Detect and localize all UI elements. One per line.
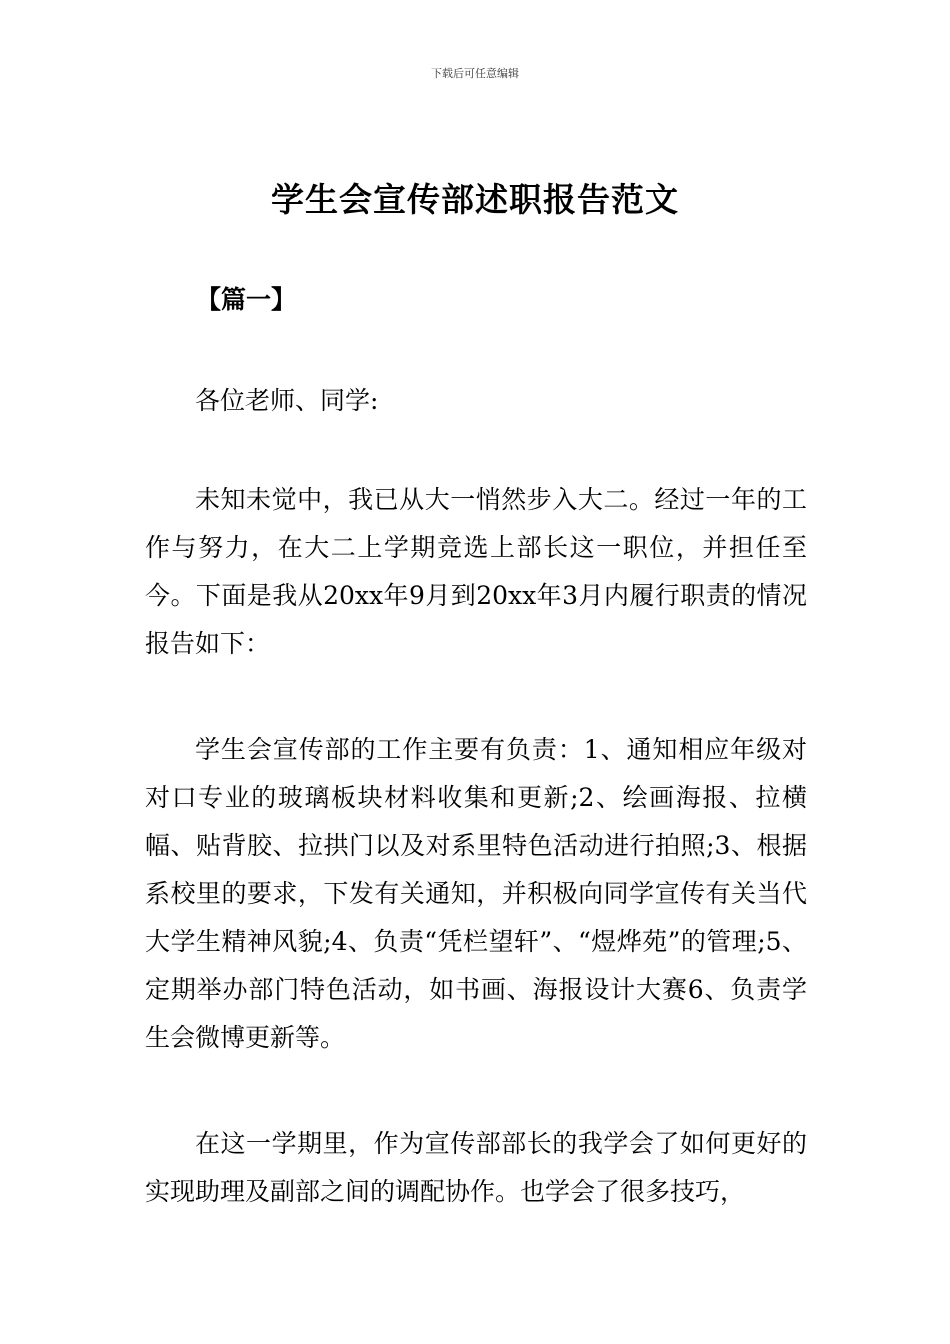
greeting: 各位老师、同学: <box>195 386 379 415</box>
header-note: 下载后可任意编辑 <box>431 67 519 80</box>
document-body <box>145 384 807 1274</box>
document-title: 学生会宣传部述职报告范文 <box>271 180 679 219</box>
paragraph-2: 学生会宣传部的工作主要有负责：1、通知相应年级对对口专业的玻璃板块材料收集和更新;2、绘画海报、拉横幅、贴背胶、拉拱门以及对系里特色活动进行拍照;3、根据系校里的要求，下发有关通知，并积极向同学宣传有关当代大学生精神风貌;4、负责“凭栏望轩”、“煜烨苑”的管理;5、定期举办部门特色活动，如书画、海报设计大赛6、负责学生会微博更新等。 <box>145 735 807 1052</box>
paragraph-1: 未知未觉中，我已从大一悄然步入大二。经过一年的工作与努力，在大二上学期竞选上部长这一职位，并担任至今。下面是我从20xx年9月到20xx年3月内履行职责的情况报告如下： <box>145 485 807 658</box>
section-label: 【篇一】 <box>196 285 297 314</box>
paragraph-3: 在这一学期里，作为宣传部部长的我学会了如何更好的实现助理及副部之间的调配协作。也学会了很多技巧， <box>145 1129 807 1206</box>
